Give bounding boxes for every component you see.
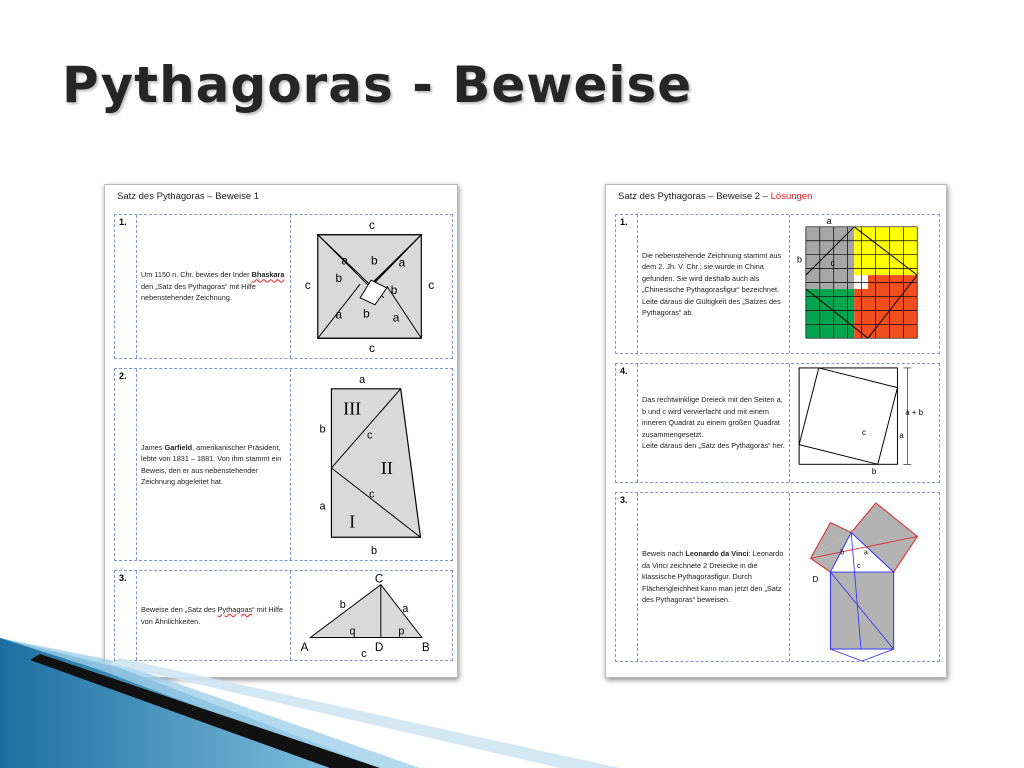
row-number: 3. (616, 493, 638, 661)
chinese-pythagoras-figure (790, 215, 941, 353)
row-text: James Garfield, amerikanischer Präsident, lebte von 1831 – 1881. Von ihm stammt ein Beweis, den er aus nebenstehender Zeichnung abgeleitet hat. (137, 369, 291, 560)
label-b: b (371, 545, 378, 558)
label-b: b (371, 253, 378, 268)
label-a: a (826, 215, 832, 226)
row-text: Beweise den „Satz des Pythagoas“ mit Hilfe von Ähnlichkeiten. (137, 571, 291, 660)
label-a: a (398, 255, 406, 270)
label-b: b (335, 271, 343, 286)
label-b: b (390, 282, 398, 297)
worksheet-left-header: Satz des Pythagoras – Beweise 1 (117, 191, 260, 202)
label-a: a (402, 603, 409, 616)
label-b: b (840, 549, 845, 557)
row-text: Das rechtwinklige Dreieck mit den Seiten a, b und c wird vervierfacht und mit einem inneren Quadrat zu einem großen Quadrat zusammengesetzt. Leite daraus den „Satz des Pythagoras“ her. (638, 364, 790, 482)
row-text: Beweis nach Leonardo da Vinci: Leonardo da Vinci zeichnete 2 Dreiecke in die klassische Pythagorasfigur. Durch Flächengleichheit kann man jetzt den „Satz des Pythagoras“ beweisen. (638, 493, 790, 661)
label-c: c (361, 648, 367, 660)
label-c: c (304, 277, 311, 292)
label-b: b (363, 306, 370, 321)
page-title: Pythagoras - Beweise (62, 56, 693, 114)
label-b: b (339, 599, 346, 612)
right-row-3 (615, 492, 940, 662)
label-D: D (812, 574, 819, 584)
label-b: b (796, 254, 802, 265)
right-row-1 (615, 214, 940, 354)
label-c: c (369, 488, 375, 501)
left-row-1 (114, 214, 453, 359)
label-b: b (871, 467, 877, 477)
label-c: c (862, 427, 866, 437)
label-c: c (369, 341, 375, 356)
row-text: Die nebenstehende Zeichnung stammt aus dem 2. Jh. V. Chr.; sie wurde in China gefunden. Sie wird deshalb auch als „Chinesische Pythagorasfigur“ bezeichnet. Leite daraus die Gültigkeit des „Satzes des Pythagoras“ ab. (638, 215, 790, 353)
label-II: II (380, 457, 393, 478)
label-a: a (899, 430, 904, 440)
label-b: b (319, 423, 326, 436)
row-number: 3. (115, 571, 137, 660)
label-c: c (428, 277, 435, 292)
label-c: c (367, 429, 373, 442)
label-a-plus-b: a + b (905, 408, 924, 418)
label-a: a (359, 373, 366, 386)
label-a: a (392, 310, 400, 325)
right-row-2 (615, 363, 940, 483)
row-number: 2. (115, 369, 137, 560)
bhaskara-figure (291, 215, 454, 358)
worksheet-left (104, 184, 458, 678)
row-number: 4. (616, 364, 638, 482)
label-p: p (398, 625, 405, 638)
label-a: a (335, 307, 343, 322)
label-B: B (421, 641, 430, 655)
row-number: 1. (115, 215, 137, 358)
garfield-figure (291, 369, 454, 560)
leonardo-figure (790, 493, 941, 661)
label-c: c (369, 217, 375, 232)
row-number: 1. (616, 215, 638, 353)
label-A: A (300, 641, 309, 655)
label-q: q (349, 625, 356, 638)
worksheet-right (605, 184, 947, 678)
worksheet-right-header: Satz des Pythagoras – Beweise 2 – Lösungen (618, 191, 813, 202)
label-c: c (857, 563, 861, 571)
label-a: a (319, 500, 326, 513)
label-C: C (374, 572, 384, 586)
decorative-swoosh (0, 638, 1024, 768)
left-row-2 (114, 368, 453, 561)
label-a: a (864, 549, 868, 557)
label-III: III (343, 398, 362, 419)
label-a: a (341, 253, 349, 268)
four-triangles-figure (790, 364, 941, 482)
row-text: Um 1150 n. Chr. bewies der Inder Bhaskara den „Satz des Pythagoras“ mit Hilfe nebenstehender Zeichnung. (137, 215, 291, 358)
label-D: D (374, 641, 384, 655)
label-c: c (830, 258, 835, 269)
label-I: I (349, 511, 356, 532)
